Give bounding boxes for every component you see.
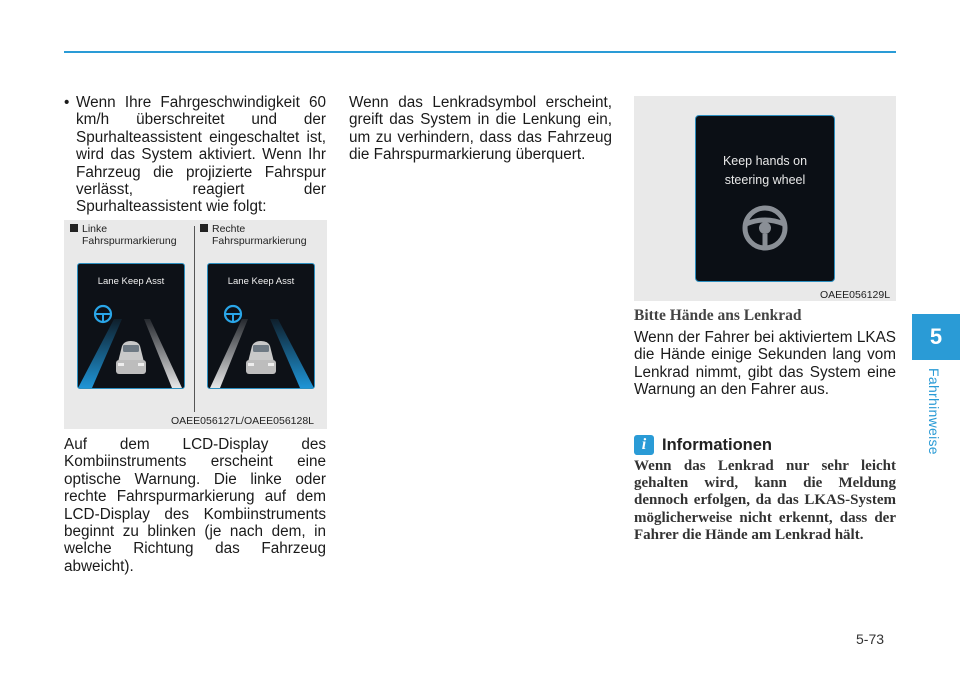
bullet-marker: • — [64, 94, 70, 111]
screen-title: Lane Keep Asst — [97, 276, 165, 287]
hands-on-warning-screen — [695, 115, 835, 282]
paragraph-text: Auf dem LCD-Display des Kombiinstruments erscheint eine optische Warnung. Die linke oder rechte Fahrspurmarkierung auf dem LCD-Display des Kombiinstruments beginnt zu blinken (je nach dem, in welche Richtung das Fahrzeug abweicht). — [64, 436, 326, 575]
figure-code: OAEE056127L/OAEE056128L — [171, 415, 315, 427]
steering-wheel-icon — [225, 306, 241, 322]
chapter-number-tab: 5 — [912, 314, 960, 360]
paragraph-text: Wenn das Lenkradsymbol erscheint, greift das System in die Lenkung ein, um zu verhindern, dass das Fahrzeug die Fahrspurmarkierung überquert. — [349, 94, 612, 164]
left-lane-line-highlight — [78, 319, 122, 388]
lcd-warning-paragraph — [64, 436, 326, 575]
info-body: Wenn das Lenkrad nur sehr leicht gehalten wird, kann die Meldung dennoch erfolgen, da das LKAS-System möglicherweise nicht erkennt, dass der Fahrer die Hände am Lenkrad hält. — [634, 458, 896, 543]
steering-wheel-icon — [696, 116, 834, 281]
right-label-line2: Fahrspurmarkierung — [212, 235, 307, 247]
right-lane-label — [200, 223, 307, 247]
square-bullet-icon — [70, 224, 78, 232]
left-lane-line — [210, 319, 248, 388]
header-rule — [64, 51, 896, 53]
warning-line1: Keep hands on — [722, 154, 808, 168]
chapter-title: Fahrhinweise — [926, 368, 942, 455]
left-label-line1: Linke — [82, 223, 108, 235]
lane-marking-figure — [64, 220, 327, 429]
bullet-section — [64, 94, 326, 216]
bullet-paragraph — [64, 94, 326, 216]
info-title: Informationen — [662, 436, 772, 454]
page-number: 5-73 — [856, 631, 885, 647]
hands-off-paragraph — [634, 329, 896, 399]
left-lane-label — [70, 223, 177, 247]
paragraph-text: Wenn der Fahrer bei aktiviertem LKAS die Hände einige Sekunden lang vom Lenkrad nimmt, gibt das System eine Warnung an den Fahrer aus. — [634, 329, 896, 399]
figure-code: OAEE056129L — [820, 289, 891, 301]
right-label-line1: Rechte — [212, 223, 246, 235]
lcd-screen-right — [207, 263, 315, 389]
square-bullet-icon — [200, 224, 208, 232]
bullet-text: Wenn Ihre Fahrgeschwindigkeit 60 km/h überschreitet und der Spurhalteassistent eingeschaltet ist, wird das System aktiviert. Wenn Ihr Fahrzeug die projizierte Fahrspur verlässt, reagiert der Spurhalteassistent wie folgt: — [76, 94, 326, 216]
section-heading: Bitte Hände ans Lenkrad — [634, 307, 802, 324]
steering-intervention-paragraph — [349, 94, 612, 164]
figure-divider — [194, 226, 195, 412]
steering-wheel-icon — [95, 306, 111, 322]
car-icon — [116, 341, 146, 374]
right-lane-line-highlight — [270, 319, 314, 388]
hands-on-warning-figure — [634, 96, 896, 301]
info-icon: i — [634, 435, 654, 455]
warning-line2: steering wheel — [724, 173, 806, 187]
right-lane-line — [144, 319, 182, 388]
lcd-screen-left — [77, 263, 185, 389]
screen-title: Lane Keep Asst — [227, 276, 295, 287]
left-label-line2: Fahrspurmarkierung — [82, 235, 177, 247]
car-icon — [246, 341, 276, 374]
